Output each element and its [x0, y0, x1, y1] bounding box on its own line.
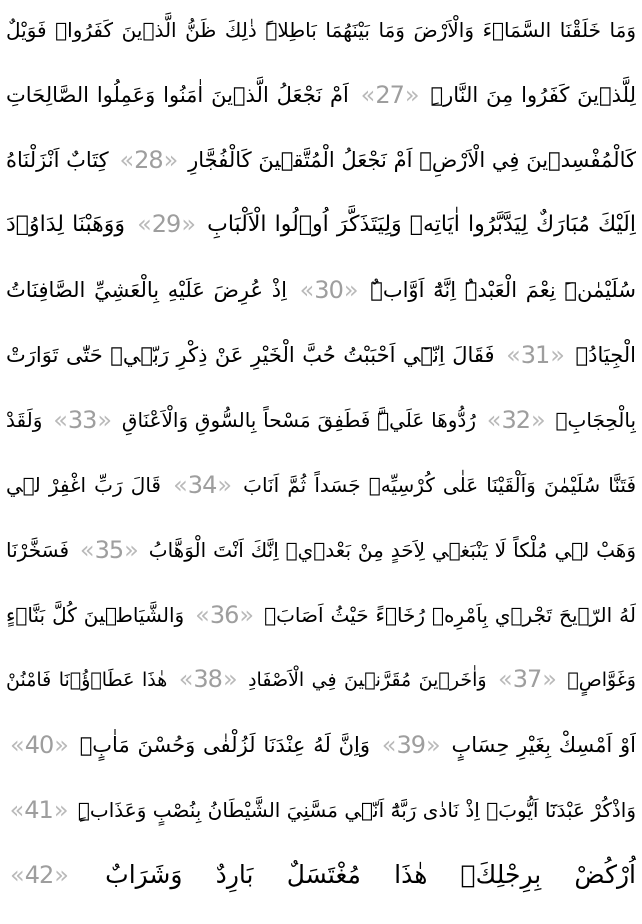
ornament-bracket-icon: » [542, 665, 556, 693]
verse-text: كِتَابٌ اَنْزَلْنَاهُ [6, 148, 109, 172]
ayah-number: 27 [375, 80, 404, 109]
verse-text: اَمْ نَجْعَلُ الَّذ۪ينَ اٰمَنُوا وَعَمِلُوا الصَّالِحَاتِ [6, 83, 349, 107]
ornament-bracket-icon: » [54, 861, 68, 889]
text-line [6, 520, 636, 580]
text-line [6, 195, 636, 255]
verse-text: سُلَيْمٰنَۜ نِعْمَ الْعَبْدُۜ اِنَّهُٓ اَوَّابٌۜ [370, 278, 636, 302]
ornament-bracket-icon: » [426, 730, 440, 759]
verse-text: لَهُ الرّ۪يحَ تَجْر۪ي بِاَمْرِه۪ رُخَاۤءً حَيْثُ اَصَابَۙ [264, 603, 636, 627]
ornament-bracket-icon: « [178, 665, 193, 693]
verse-text: وَوَهَبْنَا لِدَاوُ۫دَ [6, 212, 125, 237]
ayah-number-marker [10, 860, 68, 892]
ornament-bracket-icon: « [498, 665, 512, 693]
ayah-number-marker [179, 664, 237, 697]
ayah-number-marker [195, 600, 253, 633]
ayah-number-marker [498, 664, 556, 697]
ayah-number: 40 [24, 730, 54, 759]
ornament-bracket-icon: » [222, 665, 237, 693]
verse-text: اِذْ عُرِضَ عَلَيْهِ بِالْعَشِيِّ الصَّافِنَاتُ [6, 278, 287, 302]
ornament-bracket-icon: « [360, 80, 375, 109]
ornament-bracket-icon: » [550, 340, 564, 369]
ayah-number: 39 [396, 730, 426, 759]
ornament-bracket-icon: « [137, 210, 151, 238]
verse-text: وَاِنَّ لَهُ عِنْدَنَا لَزُلْفٰى وَحُسْنَ مَاٰبٍ۟ [79, 733, 371, 757]
ayah-number: 38 [193, 665, 222, 693]
verse-text: وَالشَّيَاط۪ينَ كُلَّ بَنَّاۤءٍ [6, 603, 185, 627]
ayah-number-marker [300, 275, 358, 308]
verse-text: اَوْ اَمْسِكْ بِغَيْرِ حِسَابٍ [451, 733, 636, 757]
ayah-number: 37 [512, 665, 542, 693]
verse-text: وَهَبْ ل۪ي مُلْكاً لَا يَنْبَغ۪ي لِاَحَدٍ مِنْ بَعْد۪يۚ اِنَّكَ اَنْتَ الْوَهَّابُ [148, 538, 636, 562]
ayah-number-marker [53, 405, 111, 438]
verse-text: فَسَخَّرْنَا [6, 538, 70, 562]
ornament-bracket-icon: » [531, 406, 545, 434]
ayah-number: 30 [314, 275, 343, 304]
text-line [6, 390, 636, 450]
ayah-number: 35 [94, 536, 124, 564]
ornament-bracket-icon: « [195, 601, 209, 629]
ayah-number: 42 [24, 861, 54, 889]
ornament-bracket-icon: « [381, 730, 396, 759]
ornament-bracket-icon: » [124, 536, 138, 564]
verse-text: وَغَوَّاصٍۙ [567, 669, 636, 691]
ayah-number-marker [119, 145, 177, 178]
text-line [6, 585, 636, 645]
ornament-bracket-icon: » [97, 406, 112, 434]
ayah-number: 36 [209, 601, 239, 629]
ornament-bracket-icon: « [506, 340, 520, 369]
ornament-bracket-icon: » [53, 796, 68, 824]
ornament-bracket-icon: « [119, 145, 134, 174]
ornament-bracket-icon: « [53, 406, 67, 434]
ayah-number-marker [80, 535, 138, 568]
text-line [6, 780, 636, 840]
ayah-number-marker [173, 470, 231, 503]
ornament-bracket-icon: « [173, 471, 187, 499]
verse-text: قَالَ رَبِّ اغْفِرْ ل۪ي [6, 473, 161, 497]
verse-text: اُرْكُضْ بِرِجْلِكَۚ هٰذَا مُغْتَسَلٌ بَارِدٌ وَشَرَابٌ [105, 860, 636, 889]
verse-text: الْجِيَادُۙ [575, 343, 636, 367]
ayah-number: 41 [24, 796, 53, 824]
ayah-number-marker [382, 730, 440, 763]
ayah-number: 34 [187, 471, 217, 499]
verse-text: وَاذْكُرْ عَبْدَنَٓا اَيُّوبَۢ اِذْ نَادٰى رَبَّهُٓ اَنّ۪ي مَسَّنِيَ الشَّيْطَانُ بِنُصْبٍ وَعَذَابٍۜ [77, 798, 636, 822]
ayah-number: 28 [134, 145, 163, 174]
verse-text: فَقَالَ اِنّ۪ٓي اَحْبَبْتُ حُبَّ الْخَيْرِ عَنْ ذِكْرِ رَبّ۪يۚ حَتّٰى تَوَارَتْ [6, 343, 495, 367]
text-line [6, 325, 636, 385]
verse-text: اِلَيْكَ مُبَارَكٌ لِيَدَّبَّرُوا اٰيَاتِه۪ وَلِيَتَذَكَّرَ اُو۬لُوا الْاَلْبَابِ [207, 212, 636, 237]
text-line [6, 715, 636, 775]
ayah-number: 31 [520, 340, 550, 369]
ornament-bracket-icon: « [299, 275, 314, 304]
ornament-bracket-icon: » [163, 145, 178, 174]
ornament-bracket-icon: » [343, 275, 358, 304]
verse-text: وَلَقَدْ [6, 408, 43, 432]
text-line [6, 0, 636, 60]
verse-text: كَالْمُفْسِد۪ينَ فِي الْاَرْضِۘ اَمْ نَجْعَلُ الْمُتَّق۪ينَ كَالْفُجَّارِ [188, 148, 636, 172]
verse-text: بِالْحِجَابِ۠ [555, 408, 636, 432]
text-line [6, 130, 636, 190]
ornament-bracket-icon: » [181, 210, 195, 238]
ayah-number-marker [487, 405, 545, 438]
ayah-number: 32 [501, 406, 531, 434]
text-line [6, 260, 636, 320]
ornament-bracket-icon: » [404, 80, 419, 109]
ayah-number-marker [10, 730, 68, 763]
ayah-number-marker [506, 340, 564, 373]
verse-text: هٰذَا عَطَاۤؤُ۬نَا فَامْنُنْ [6, 669, 168, 691]
ayah-number: 29 [151, 210, 181, 238]
verse-text: فَتَنَّا سُلَيْمٰنَ وَاَلْقَيْنَا عَلٰى كُرْسِيِّه۪ جَسَداً ثُمَّ اَنَابَ [243, 473, 636, 497]
ornament-bracket-icon: « [486, 406, 501, 434]
ayah-number: 33 [67, 406, 97, 434]
text-line [6, 650, 636, 710]
ayah-number-marker [137, 209, 195, 241]
text-line [6, 65, 636, 125]
ayah-number-marker [361, 80, 419, 113]
ayah-number-marker [10, 795, 68, 828]
verse-text: لِلَّذ۪ينَ كَفَرُوا مِنَ النَّارِۜ [430, 83, 636, 107]
verse-text: وَاٰخَر۪ينَ مُقَرَّن۪ينَ فِي الْاَصْفَادِ [248, 669, 487, 691]
ornament-bracket-icon: » [239, 601, 254, 629]
ornament-bracket-icon: « [10, 861, 24, 889]
verse-text: وَمَا خَلَقْنَا السَّمَاۤءَ وَالْاَرْضَ وَمَا بَيْنَهُمَا بَاطِلاًۜ ذٰلِكَ ظَنُّ الَّذ۪ينَ كَفَرُواۚ فَوَيْلٌ [6, 18, 636, 42]
ornament-bracket-icon: « [79, 536, 94, 564]
ornament-bracket-icon: « [9, 796, 24, 824]
ornament-bracket-icon: « [10, 730, 24, 759]
ornament-bracket-icon: » [54, 730, 68, 759]
text-line [6, 845, 636, 905]
verse-text: رُدُّوهَا عَلَيَّۜ فَطَفِقَ مَسْحاً بِالسُّوقِ وَالْاَعْنَاقِ [121, 408, 476, 432]
text-line [6, 455, 636, 515]
ornament-bracket-icon: » [217, 471, 232, 499]
